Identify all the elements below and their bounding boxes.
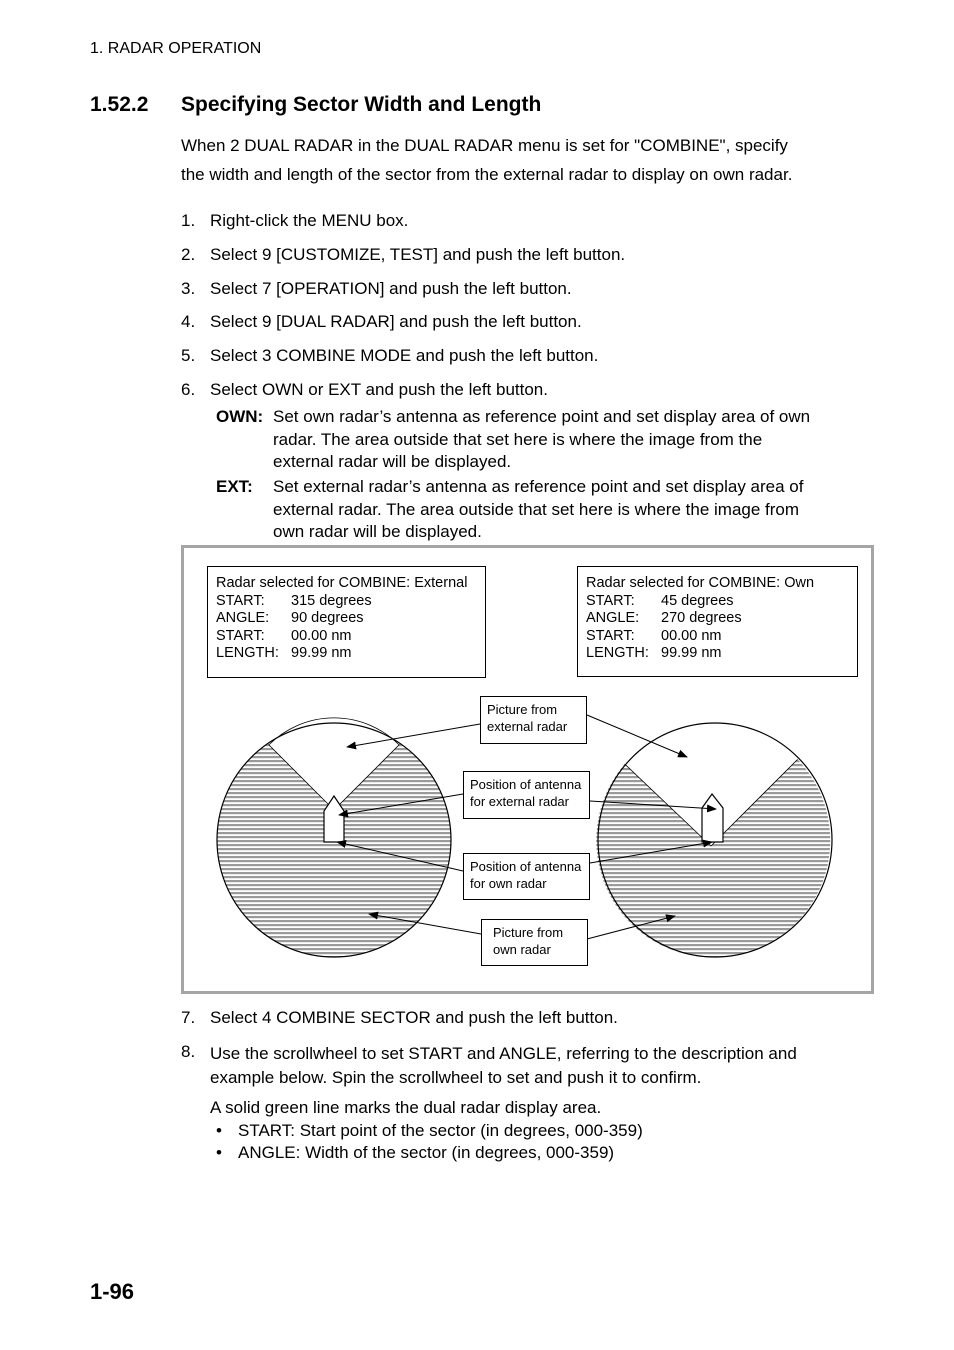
step-text: Use the scrollwheel to set START and ANGLE, referring to the description and example below. Spin the scrollwheel to set and push it to confirm. (210, 1044, 797, 1087)
callout-picture-own: Picture from own radar (481, 919, 588, 966)
info-row: ANGLE: 90 degrees (216, 610, 364, 626)
step-number: 4. (181, 312, 196, 331)
option-line: Set own radar’s antenna as reference point and set display area of own (273, 407, 811, 426)
info-row: START: 00.00 nm (216, 627, 352, 644)
option-line: radar. The area outside that set here is where the image from the (273, 429, 763, 449)
info-box-external (207, 566, 486, 678)
option-key: OWN: (216, 407, 264, 426)
step-text: Select 7 [OPERATION] and push the left button. (210, 279, 572, 298)
info-box-own (577, 566, 858, 677)
option-line: own radar will be displayed. (273, 522, 482, 541)
intro-paragraph (181, 131, 861, 189)
left-radar-circle (217, 718, 451, 957)
info-box-heading: Radar selected for COMBINE: External (216, 575, 468, 591)
step-number: 8. (181, 1042, 196, 1061)
step-text: Select 3 COMBINE MODE and push the left button. (210, 346, 599, 365)
step-number: 7. (181, 1008, 196, 1027)
page-number: 1-96 (90, 1279, 135, 1304)
callout-picture-external: Picture from external radar (480, 696, 587, 744)
step-text: Right-click the MENU box. (210, 211, 409, 230)
option-line: external radar will be displayed. (273, 452, 512, 471)
info-row: ANGLE: 270 degrees (586, 610, 742, 626)
step-number: 2. (181, 245, 196, 264)
intro-line: When 2 DUAL RADAR in the DUAL RADAR menu is set for "COMBINE", specify (181, 136, 788, 155)
option-text (273, 476, 833, 544)
section-number: 1.52.2 (90, 93, 149, 116)
callout-antenna-external: Position of antenna for external radar (463, 771, 590, 819)
info-row: LENGTH: 99.99 nm (586, 645, 722, 661)
right-radar-circle (596, 723, 832, 957)
option-line: Set external radar’s antenna as reference point and set display area of (273, 477, 804, 496)
intro-line: the width and length of the sector from the external radar to display on own radar. (181, 165, 793, 184)
step-number: 6. (181, 380, 196, 399)
info-row: START: 00.00 nm (586, 627, 722, 644)
info-row: START: 45 degrees (586, 592, 734, 609)
info-row: LENGTH: 99.99 nm (216, 645, 352, 661)
step-number: 3. (181, 279, 196, 298)
step-text: Select 4 COMBINE SECTOR and push the left button. (210, 1008, 618, 1027)
info-row: START: 315 degrees (216, 592, 372, 609)
info-box-heading: Radar selected for COMBINE: Own (586, 575, 815, 591)
option-key: EXT: (216, 477, 253, 496)
bullet-dot: • (216, 1143, 222, 1162)
running-head: 1. RADAR OPERATION (90, 40, 262, 57)
step-text: Select 9 [CUSTOMIZE, TEST] and push the left button. (210, 245, 626, 264)
option-line: external radar. The area outside that set here is where the image from (273, 499, 800, 519)
section-title: Specifying Sector Width and Length (181, 93, 542, 116)
callout-antenna-own: Position of antenna for own radar (463, 853, 590, 900)
bullet-dot: • (216, 1121, 222, 1140)
bullet-text: ANGLE: Width of the sector (in degrees, 000-359) (238, 1143, 615, 1162)
step-text: Select 9 [DUAL RADAR] and push the left button. (210, 312, 582, 331)
step-number: 5. (181, 346, 196, 365)
note-text: A solid green line marks the dual radar display area. (210, 1098, 602, 1117)
step-text: Select OWN or EXT and push the left button. (210, 380, 548, 399)
bullet-text: START: Start point of the sector (in degrees, 000-359) (238, 1121, 643, 1140)
step-number: 1. (181, 211, 196, 230)
option-text (273, 406, 833, 474)
